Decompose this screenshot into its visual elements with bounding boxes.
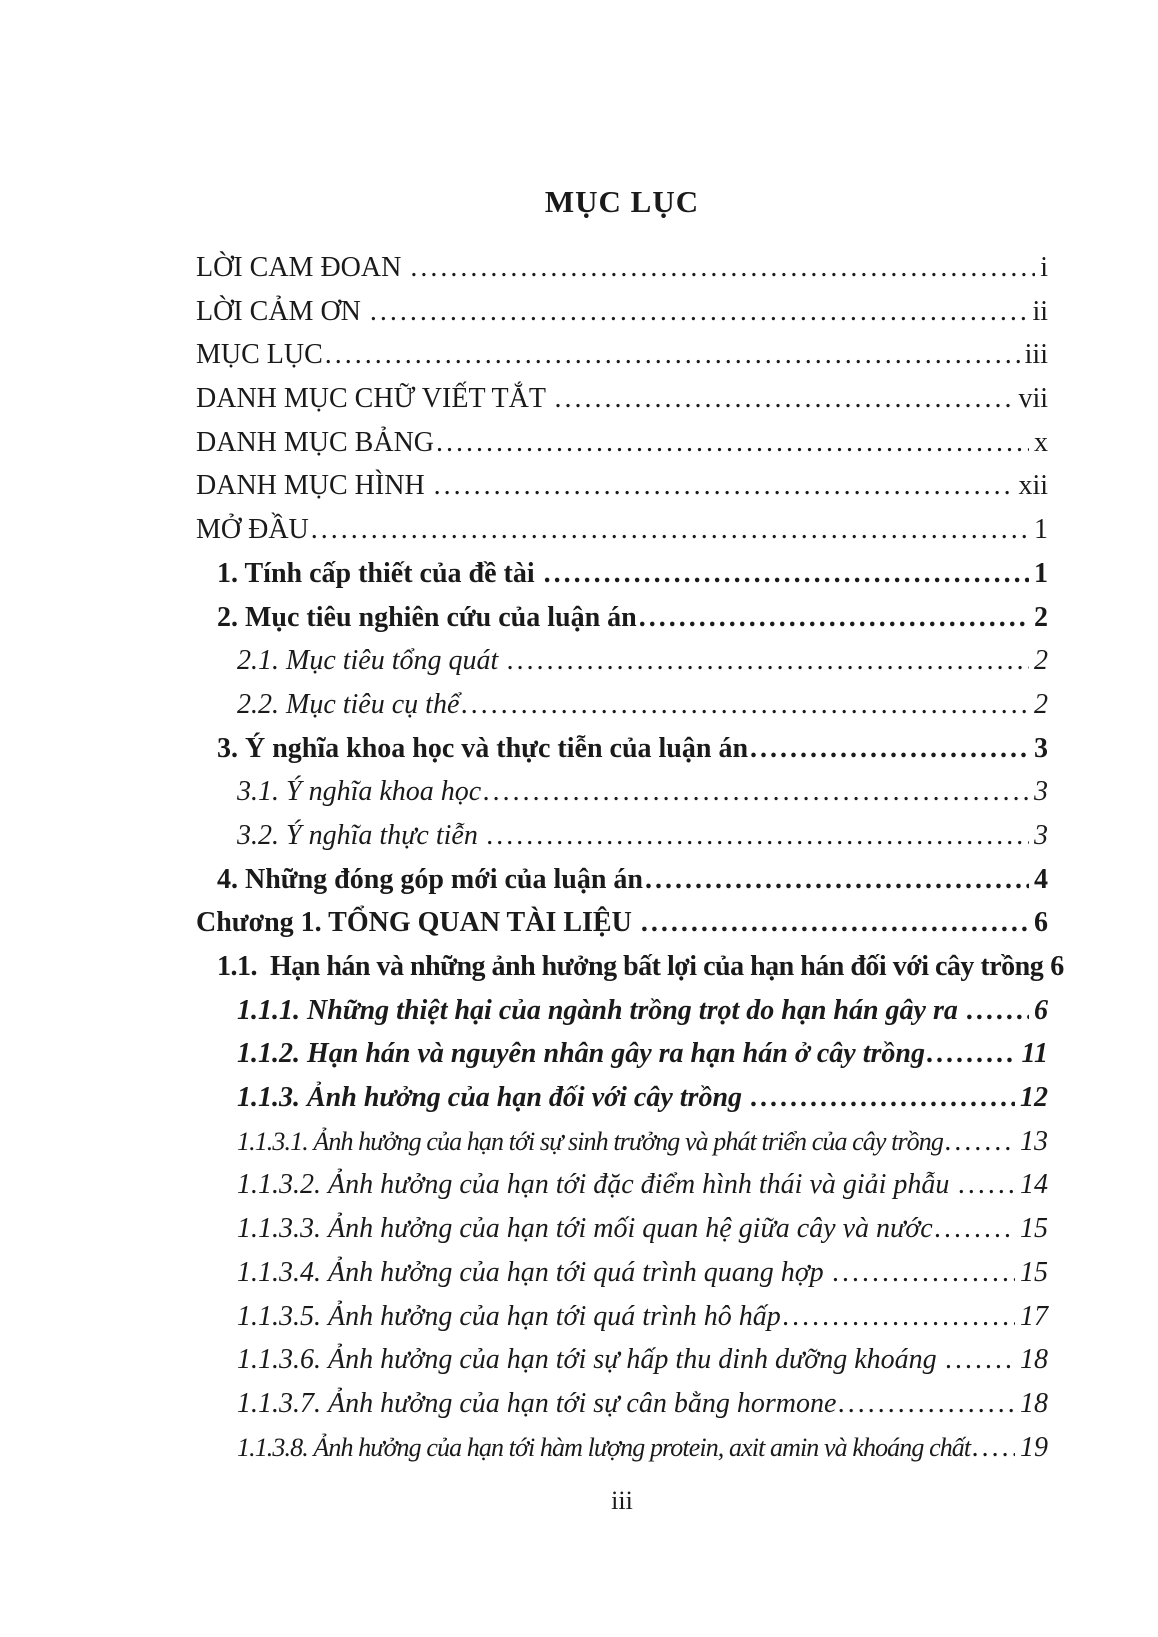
toc-entry: [196, 1295, 1048, 1339]
toc-entry-label: 2. Mục tiêu nghiên cứu của luận án: [217, 601, 637, 633]
toc-entry-page: 2: [1034, 645, 1048, 677]
page-number-footer: iii: [611, 1486, 633, 1515]
toc-entry-label: 1.1. Hạn hán và những ảnh hưởng bất lợi của hạn hán đối với cây trồng: [217, 951, 1044, 982]
toc-entry-label: 2.2. Mục tiêu cụ thể: [237, 688, 460, 720]
dot-leader: [487, 814, 1029, 858]
toc-entry: [196, 989, 1048, 1033]
toc-entry-label: 1.1.2. Hạn hán và nguyên nhân gây ra hạn hán ở cây trồng: [237, 1038, 925, 1070]
toc-entry: [196, 1163, 1048, 1207]
toc-entry-label: DANH MỤC CHỮ VIẾT TẮT: [196, 383, 553, 415]
toc-entry-page: 3: [1034, 732, 1048, 764]
toc-entry-page: 11: [1021, 1038, 1048, 1070]
toc-entry-label: 3.1. Ý nghĩa khoa học: [237, 776, 482, 808]
toc-entry-page: 13: [1020, 1125, 1048, 1157]
toc-entry: [196, 333, 1048, 377]
toc-entry-label: 1.1.3.7. Ảnh hưởng của hạn tới sự cân bằng hormone: [237, 1387, 837, 1419]
toc-entry-page: 3: [1034, 776, 1048, 808]
toc-entry-label: 1.1.3. Ảnh hưởng của hạn đối với cây trồng: [237, 1082, 750, 1114]
toc-entry: [196, 246, 1048, 290]
toc-entry: [196, 901, 1048, 945]
toc-entry-page: vii: [1018, 383, 1048, 415]
toc-entry-label: 4. Những đóng góp mới của luận án: [217, 863, 643, 895]
toc-entry-page: 1: [1034, 557, 1048, 589]
toc-entry-label: 2.1. Mục tiêu tổng quát: [237, 645, 506, 677]
toc-list: [196, 246, 1065, 1469]
toc-entry-page: 1: [1034, 514, 1048, 546]
dot-leader: [483, 770, 1029, 814]
dot-leader: [436, 421, 1029, 465]
toc-entry: [196, 1207, 1048, 1251]
toc-entry: [196, 858, 1048, 902]
toc-entry-label: 1.1.3.1. Ảnh hưởng của hạn tới sự sinh trưởng và phát triển của cây trồng: [237, 1126, 943, 1156]
toc-entry: [196, 1251, 1048, 1295]
toc-entry: [196, 814, 1048, 858]
toc-entry-label: 1.1.1. Những thiệt hại của ngành trồng trọt do hạn hán gây ra: [237, 994, 965, 1026]
toc-entry-label: 1.1.3.5. Ảnh hưởng của hạn tới quá trình hô hấp: [237, 1300, 781, 1332]
dot-leader: [639, 596, 1029, 640]
toc-entry: [196, 377, 1048, 421]
dot-leader: [972, 1426, 1015, 1470]
toc-entry: [196, 1120, 1048, 1164]
toc-entry-label: LỜI CAM ĐOAN: [196, 252, 409, 283]
toc-entry: [196, 639, 1048, 683]
toc-entry-page: 4: [1034, 863, 1048, 895]
toc-entry-page: 2: [1034, 688, 1048, 720]
toc-entry-page: x: [1034, 426, 1048, 458]
dot-leader: [958, 1163, 1015, 1207]
dot-leader: [645, 858, 1029, 902]
toc-entry: [196, 552, 1048, 596]
dot-leader: [945, 1120, 1015, 1164]
dot-leader: [434, 464, 1014, 508]
toc-entry-page: 12: [1020, 1082, 1048, 1114]
dot-leader: [783, 1295, 1015, 1339]
toc-entry-page: 3: [1034, 819, 1048, 851]
toc-entry-page: 2: [1034, 601, 1048, 633]
dot-leader: [410, 246, 1035, 290]
toc-entry-label: 1.1.3.2. Ảnh hưởng của hạn tới đặc điểm hình thái và giải phẫu: [237, 1169, 957, 1201]
dot-leader: [370, 290, 1028, 334]
toc-entry-label: 1. Tính cấp thiết của đề tài: [217, 557, 542, 589]
toc-entry: [196, 770, 1048, 814]
toc-entry-page: 15: [1020, 1256, 1048, 1288]
toc-entry-label: MỤC LỤC: [196, 339, 323, 371]
toc-entry: [196, 727, 1048, 771]
toc-entry: [196, 1382, 1048, 1426]
toc-entry: [196, 421, 1048, 465]
page-title: MỤC LỤC: [544, 184, 700, 219]
dot-leader: [927, 1032, 1017, 1076]
toc-entry-page: ii: [1032, 295, 1048, 327]
toc-entry-label: 1.1.3.3. Ảnh hưởng của hạn tới mối quan hệ giữa cây và nước: [237, 1213, 933, 1245]
dot-leader: [750, 727, 1029, 771]
dot-leader: [544, 552, 1029, 596]
toc-entry-label: 3.2. Ý nghĩa thực tiễn: [237, 819, 485, 851]
toc-entry: [196, 1426, 1048, 1470]
dot-leader: [641, 901, 1029, 945]
toc-entry-page: 6: [1050, 951, 1065, 982]
dot-leader: [325, 333, 1020, 377]
toc-entry: [196, 508, 1048, 552]
dot-leader: [311, 508, 1029, 552]
toc-entry-label: 1.1.3.6. Ảnh hưởng của hạn tới sự hấp thu dinh dưỡng khoáng: [237, 1344, 944, 1376]
dot-leader: [751, 1076, 1015, 1120]
dot-leader: [838, 1382, 1015, 1426]
toc-entry-page: 15: [1020, 1213, 1048, 1245]
toc-entry-page: xii: [1018, 470, 1048, 502]
toc-entry-label: MỞ ĐẦU: [196, 514, 309, 546]
toc-entry: [196, 596, 1048, 640]
toc-entry: [196, 1338, 1048, 1382]
toc-entry: [196, 290, 1048, 334]
toc-entry-page: 14: [1020, 1169, 1048, 1201]
toc-entry-page: 17: [1020, 1300, 1048, 1332]
toc-entry-label: 3. Ý nghĩa khoa học và thực tiễn của luận án: [217, 732, 749, 764]
toc-entry-page: 6: [1034, 994, 1048, 1026]
toc-entry: [196, 1032, 1048, 1076]
toc-entry-page: 6: [1034, 907, 1048, 939]
toc-entry-page: i: [1040, 252, 1048, 283]
dot-leader: [946, 1338, 1015, 1382]
toc-entry: [196, 464, 1048, 508]
dot-leader: [507, 639, 1029, 683]
toc-entry-label: 1.1.3.8. Ảnh hưởng của hạn tới hàm lượng protein, axit amin và khoáng chất: [237, 1432, 971, 1462]
toc-entry-label: LỜI CẢM ƠN: [196, 295, 368, 327]
toc-entry-page: 19: [1020, 1431, 1048, 1463]
dot-leader: [935, 1207, 1015, 1251]
dot-leader: [461, 683, 1029, 727]
dot-leader: [554, 377, 1013, 421]
dot-leader: [833, 1251, 1015, 1295]
toc-entry-label: DANH MỤC BẢNG: [196, 426, 435, 458]
toc-entry-page: iii: [1024, 339, 1048, 371]
toc-entry-label: DANH MỤC HÌNH: [196, 470, 432, 502]
dot-leader: [967, 989, 1029, 1033]
toc-entry-page: 18: [1020, 1387, 1048, 1419]
toc-entry: [196, 683, 1048, 727]
toc-entry-label: 1.1.3.4. Ảnh hưởng của hạn tới quá trình quang hợp: [237, 1256, 831, 1288]
toc-entry-label: Chương 1. TỔNG QUAN TÀI LIỆU: [196, 907, 639, 939]
toc-entry-page: 18: [1020, 1344, 1048, 1376]
toc-entry: [196, 1076, 1048, 1120]
toc-entry: [196, 945, 1065, 989]
